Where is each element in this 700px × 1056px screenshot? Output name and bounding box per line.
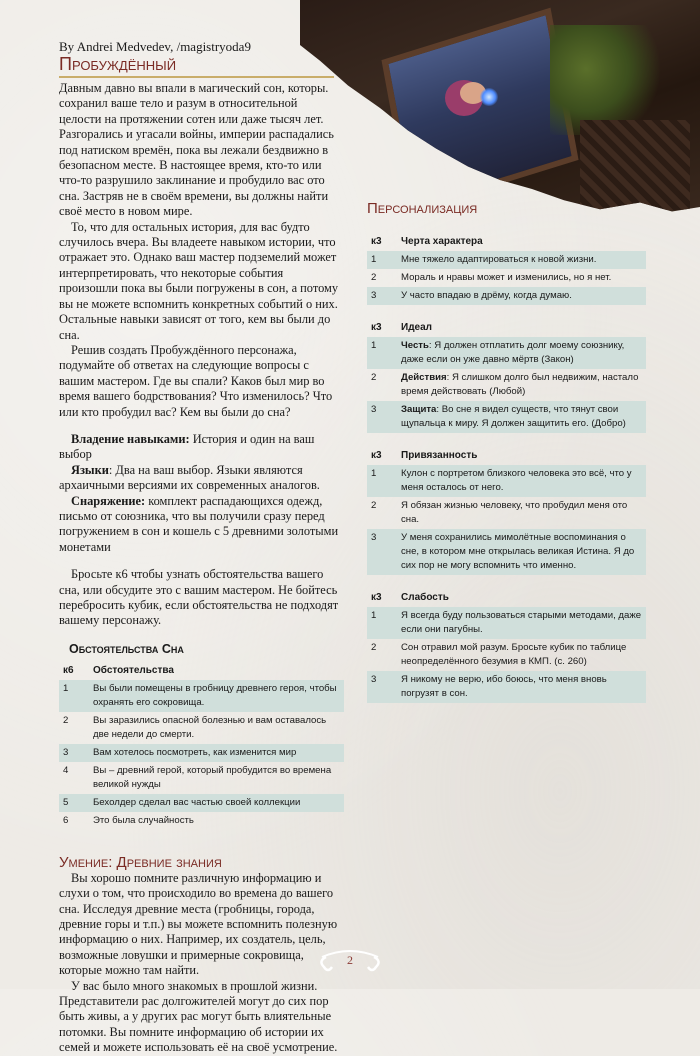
ideals-table (367, 319, 646, 433)
result-text: Я обязан жизнью человеку, что пробудил меня ото сна. (401, 500, 628, 525)
intro-paragraph-3: Решив создать Пробуждённого персонажа, подумайте об ответах на следующие вопросы с вашим мастером. Где вы спали? Каков был мир во время вашего бодрствования? Что изменилось? Что или кто пробудил вас? Кем вы были до сна? (59, 342, 333, 419)
result-cell (397, 369, 646, 401)
ideal-label: Защита (401, 404, 437, 415)
column-header: Обстоятельства (93, 664, 174, 676)
roll-cell: 6 (63, 814, 69, 826)
result-cell (397, 529, 646, 575)
column-header: к3 (371, 450, 382, 461)
result-text: У часто впадаю в дрёму, когда думаю. (401, 290, 572, 301)
result-text: Кулон с портретом близкого человека это всё, что у меня осталось от него. (401, 468, 632, 493)
result-text: Я всегда буду пользоваться старыми методами, даже если они пагубны. (401, 610, 642, 635)
result-cell: Это была случайность (93, 814, 194, 826)
coffin-illustration (381, 8, 578, 213)
column-header: к6 (63, 664, 74, 676)
feature-title: Умение: Древние знания (59, 853, 222, 871)
roll-paragraph: Бросьте к6 чтобы узнать обстоятельства вашего сна, или обсудите это с вашим мастером. Не бойтесь перебросить кубик, если обстоятельства не подходят вашему персонажу. (59, 567, 339, 628)
vines-decoration (550, 25, 670, 135)
result-cell: Вы – древний герой, который пробудится во времена великой нужды (93, 764, 332, 790)
glowing-amulet-icon (480, 88, 498, 106)
table-row (367, 529, 646, 575)
result-text: : Я должен отплатить долг моему союзнику, даже если он уже давно мёртв (Закон) (401, 340, 625, 365)
roll-cell: 1 (367, 465, 397, 497)
table-row (367, 401, 646, 433)
roll-cell: 3 (367, 671, 397, 703)
table-row (367, 639, 646, 671)
result-text: Сон отравил мой разум. Бросьте кубик по таблице неопределённого безумия в КМП. (с. 260) (401, 642, 627, 667)
traits-table (367, 233, 646, 305)
roll-cell: 2 (371, 500, 377, 511)
feature-text: : Два на ваш выбор. Языки являются архаичными версиями их современных аналогов. (59, 462, 320, 493)
table-row (367, 465, 646, 497)
roll-cell: 1 (367, 251, 397, 269)
intro-paragraph-1: Давным давно вы впали в магический сон, которы. сохранил ваше тело и разум в относительной целости на протяжении сотен или даже тысяч лет. Разгорались и угасали войны, империи распадались под натиском времён, пока вы лежали бездвижно в безопасном месте. В настоящее время, кто-то или что-то разрушило заклинание и пробудило вас ото сна. Застряв не в своём времени, вы должны найти своё место в новом мире. (59, 81, 334, 219)
feature-label: Владение навыками: (71, 431, 190, 446)
result-cell (397, 497, 646, 529)
result-text: Мне тяжело адаптироваться к новой жизни. (401, 254, 597, 265)
roll-cell: 3 (367, 529, 397, 575)
intro-paragraph-2: То, что для остальных история, для вас будто случилось вчера. Вы владеете навыком истории, что отражает это. Однако ваш мастер подземелий может интерпретировать, что некоторые события произошли пока вы были погружены в сон, а потому вы не можете вспомнить конкретных событий о них. Остальные навыки зависят от того, кем вы были до сна. (59, 219, 339, 342)
feature-languages (59, 463, 342, 494)
column-header: к3 (371, 322, 382, 333)
feature-label: Языки (71, 462, 109, 477)
roll-cell: 4 (63, 764, 69, 776)
table-row (59, 680, 344, 712)
table-header-row (367, 589, 646, 607)
left-column (59, 39, 342, 1056)
ideal-label: Действия (401, 372, 447, 383)
result-cell (397, 607, 646, 639)
result-cell (397, 465, 646, 497)
result-cell (397, 269, 646, 287)
result-text: : Я слишком долго был недвижим, настало время действовать (Любой) (401, 372, 639, 397)
result-cell: Вы были помещены в гробницу древнего героя, чтобы охранять его сокровища. (89, 680, 344, 712)
column-header: к3 (371, 592, 382, 603)
header-illustration (300, 0, 700, 225)
table-row (367, 251, 646, 269)
result-cell (397, 337, 646, 369)
flaws-table (367, 589, 646, 703)
table-header-row (367, 319, 646, 337)
result-cell (397, 251, 646, 269)
table-row (367, 369, 646, 401)
sleep-table (59, 662, 344, 830)
feature-paragraph-2: У вас было много знакомых в прошлой жизни. Представители рас долгожителей могут до сих пор быть живы, а у других рас могут быть влиятельные потомки. Вы помните информацию об истории их семей и можете использовать её на своё усмотрение. (59, 978, 338, 1055)
result-text: У меня сохранились мимолётные воспоминания о сне, в котором мне открылась великая Истина. Я до сих пор не могу вспомнить что именно. (401, 532, 635, 571)
table-row (367, 607, 646, 639)
roll-cell: 3 (367, 401, 397, 433)
table-row (59, 812, 344, 830)
table-header-row (59, 662, 344, 680)
roll-cell: 2 (63, 714, 69, 726)
table-row (367, 497, 646, 529)
feature-text: История и один на ваш выбор (59, 431, 315, 462)
table-header-row (367, 233, 646, 251)
roll-cell: 2 (371, 272, 377, 283)
result-cell: Вы заразились опасной болезнью и вам оставалось две недели до смерти. (93, 714, 327, 740)
bonds-table (367, 447, 646, 575)
feature-label: Снаряжение: (71, 493, 146, 508)
column-header: Слабость (401, 592, 449, 603)
feature-skills (59, 432, 342, 463)
roll-cell: 1 (367, 607, 397, 639)
result-cell: Вам хотелось посмотреть, как изменится мир (89, 744, 344, 762)
column-header: Привязанность (401, 450, 478, 461)
feature-equipment (59, 494, 342, 556)
page-title: Пробуждённый (59, 54, 334, 78)
roll-cell: 5 (59, 794, 89, 812)
sleep-table-title: Обстоятельства Сна (69, 641, 184, 656)
table-row (59, 794, 344, 812)
table-header-row (367, 447, 646, 465)
feature-paragraph-1: Вы хорошо помните различную информацию и слухи о том, что происходило во времена до вашего сна. Исследуя древние места (гробницы, города, древние горы и т.п.) вы можете вспомнить полезную информацию о них. Например, их создатель, цель, возможные ловушки и примерные сокровища, которые можно там найти. (59, 870, 338, 978)
byline: By Andrei Medvedev, /magistryoda9 (59, 39, 251, 54)
table-row (59, 762, 344, 794)
roll-cell: 2 (371, 372, 377, 383)
roll-cell: 1 (367, 337, 397, 369)
column-header: Идеал (401, 322, 433, 333)
table-row (367, 269, 646, 287)
column-header: Черта характера (401, 236, 483, 247)
result-text: Мораль и нравы может и изменились, но я нет. (401, 272, 612, 283)
result-cell (397, 639, 646, 671)
result-cell (397, 287, 646, 305)
result-cell (397, 401, 646, 433)
column-header: к3 (371, 236, 382, 247)
personalization-title: Персонализация (367, 200, 478, 217)
carved-panel-decoration (580, 120, 690, 210)
result-text: Я никому не верю, ибо боюсь, что меня вновь погрузят в сон. (401, 674, 607, 699)
roll-cell: 3 (59, 744, 89, 762)
result-cell (397, 671, 646, 703)
ideal-label: Честь (401, 340, 429, 351)
roll-cell: 2 (371, 642, 377, 653)
table-row (367, 337, 646, 369)
page-footer (316, 947, 384, 975)
result-text: : Во сне я видел существ, что тянут свои щупальца к миру. Я должен защитить его. (Добро) (401, 404, 626, 429)
table-row (367, 671, 646, 703)
page-number: 2 (347, 953, 353, 967)
right-column (367, 200, 646, 717)
table-row (367, 287, 646, 305)
result-cell: Бехолдер сделал вас частью своей коллекции (89, 794, 344, 812)
roll-cell: 3 (367, 287, 397, 305)
table-row (59, 712, 344, 744)
feature-text: комплект распадающихся одежд, письмо от союзника, что вы получили сразу перед погружением в сон и кошель с 5 древними золотыми монетами (59, 493, 339, 554)
table-row (59, 744, 344, 762)
roll-cell: 1 (59, 680, 89, 712)
